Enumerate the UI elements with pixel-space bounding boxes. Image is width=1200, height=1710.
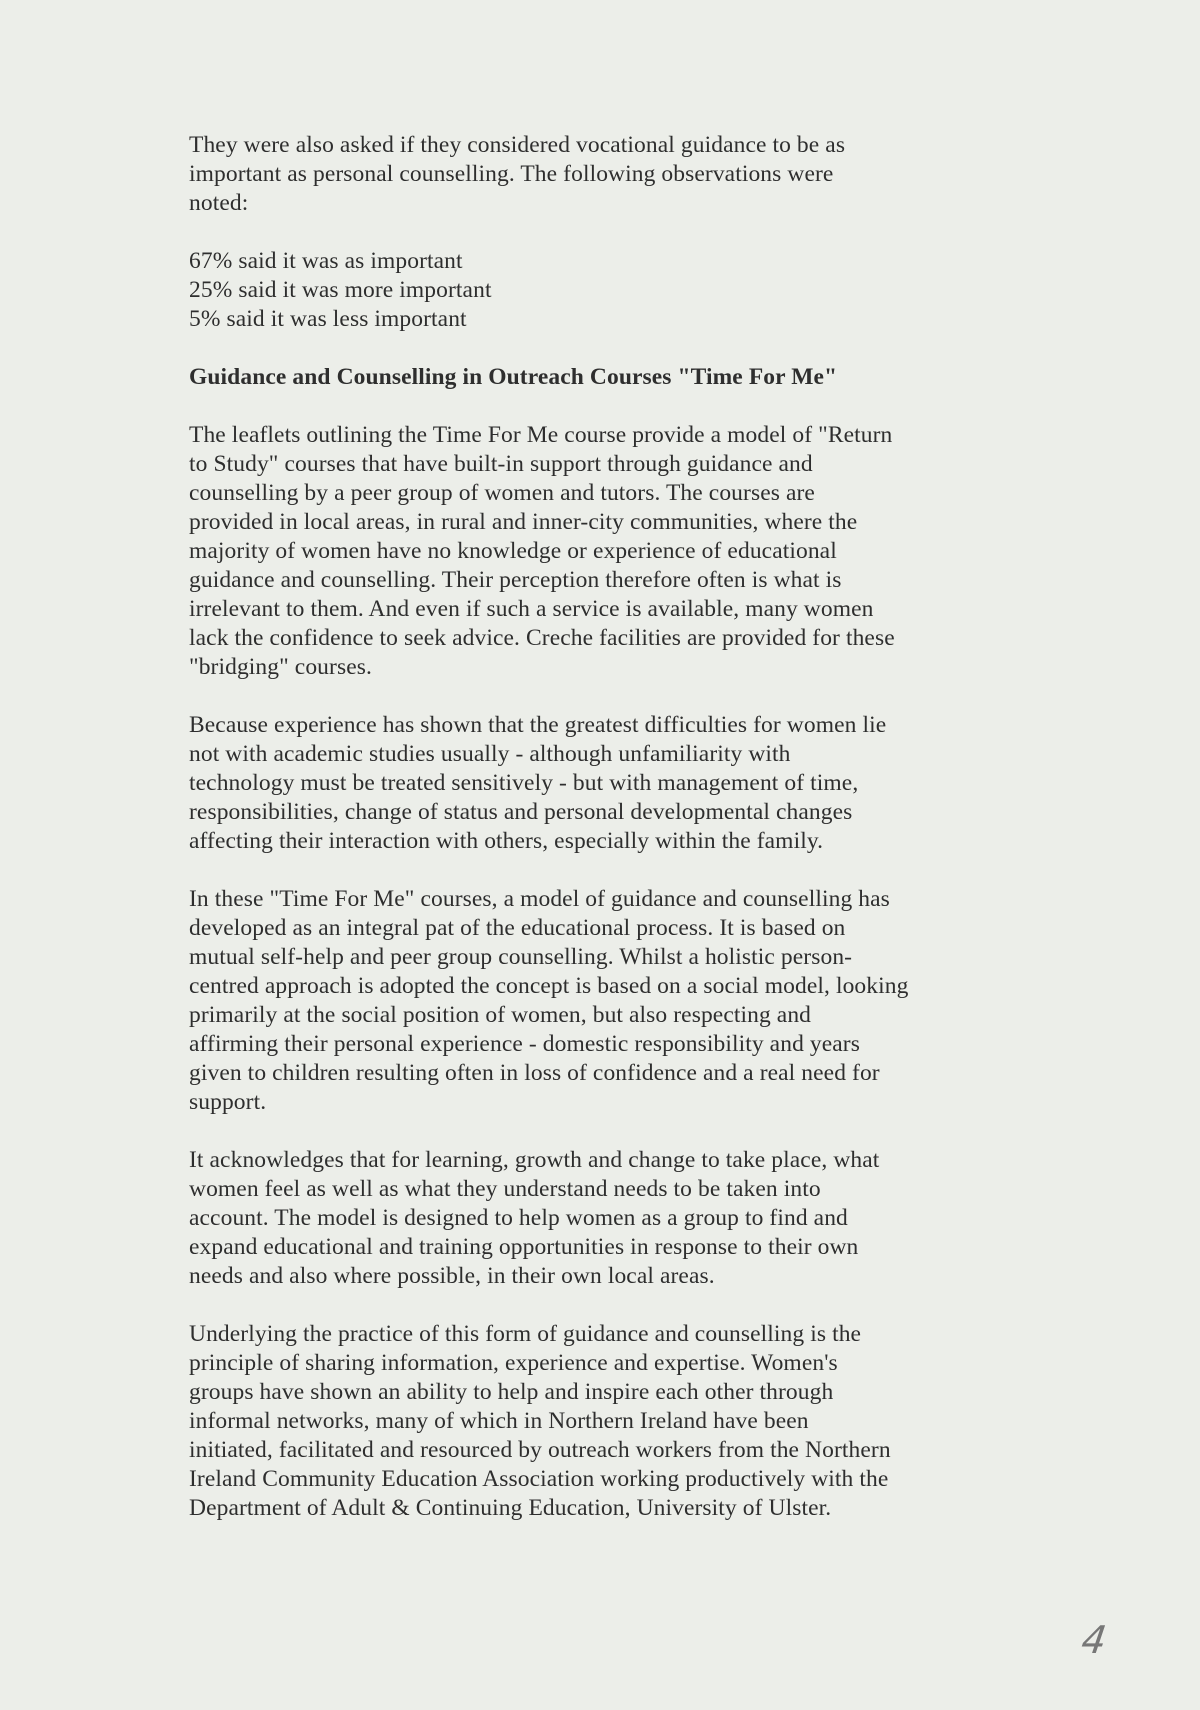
text-line: The leaflets outlining the Time For Me course provide a model of "Return — [189, 422, 893, 448]
text-line: account. The model is designed to help women as a group to find and — [189, 1205, 848, 1231]
text-line: affirming their personal experience - domestic responsibility and years — [189, 1031, 860, 1057]
text-line: irrelevant to them. And even if such a service is available, many women — [189, 596, 874, 622]
text-line: counselling by a peer group of women and tutors. The courses are — [189, 480, 815, 506]
text-line: noted: — [189, 190, 249, 216]
text-line: In these "Time For Me" courses, a model of guidance and counselling has — [189, 886, 890, 912]
text-line: majority of women have no knowledge or experience of educational — [189, 538, 837, 564]
text-line: lack the confidence to seek advice. Creche facilities are provided for these — [189, 625, 895, 651]
text-line: groups have shown an ability to help and inspire each other through — [189, 1379, 834, 1405]
document-body — [189, 131, 1069, 1552]
text-line: Guidance and Counselling in Outreach Courses "Time For Me" — [189, 364, 838, 390]
text-line: 67% said it was as important — [189, 248, 463, 274]
paragraph-leaflets — [189, 421, 1069, 682]
text-line: technology must be treated sensitively - but with management of time, — [189, 770, 859, 796]
text-line: affecting their interaction with others, especially within the family. — [189, 828, 824, 854]
text-line: to Study" courses that have built-in support through guidance and — [189, 451, 813, 477]
paragraph-difficulties — [189, 711, 1069, 856]
text-line: Underlying the practice of this form of guidance and counselling is the — [189, 1321, 862, 1347]
text-line: It acknowledges that for learning, growth and change to take place, what — [189, 1147, 880, 1173]
text-line: expand educational and training opportunities in response to their own — [189, 1234, 859, 1260]
text-line: women feel as well as what they understand needs to be taken into — [189, 1176, 821, 1202]
paragraph-survey-results — [189, 247, 1069, 334]
text-line: informal networks, many of which in Northern Ireland have been — [189, 1408, 809, 1434]
section-heading — [189, 363, 1069, 392]
paragraph-model — [189, 885, 1069, 1117]
text-line: 5% said it was less important — [189, 306, 467, 332]
text-line: responsibilities, change of status and personal developmental changes — [189, 799, 853, 825]
paragraph-sharing — [189, 1320, 1069, 1523]
text-line: centred approach is adopted the concept is based on a social model, looking — [189, 973, 909, 999]
text-line: not with academic studies usually - although unfamiliarity with — [189, 741, 791, 767]
text-line: "bridging" courses. — [189, 654, 372, 680]
paragraph-acknowledges — [189, 1146, 1069, 1291]
page-number: 4 — [1078, 1618, 1110, 1662]
text-line: important as personal counselling. The following observations were — [189, 161, 834, 187]
text-line: developed as an integral pat of the educational process. It is based on — [189, 915, 846, 941]
text-line: principle of sharing information, experience and expertise. Women's — [189, 1350, 838, 1376]
text-line: mutual self-help and peer group counselling. Whilst a holistic person- — [189, 944, 853, 970]
text-line: primarily at the social position of women, but also respecting and — [189, 1002, 812, 1028]
text-line: Because experience has shown that the greatest difficulties for women lie — [189, 712, 887, 738]
text-line: support. — [189, 1089, 267, 1115]
paragraph-survey-intro — [189, 131, 1069, 218]
text-line: 25% said it was more important — [189, 277, 492, 303]
text-line: guidance and counselling. Their perception therefore often is what is — [189, 567, 842, 593]
text-line: Ireland Community Education Association working productively with the — [189, 1466, 889, 1492]
text-line: Department of Adult & Continuing Education, University of Ulster. — [189, 1495, 832, 1521]
text-line: provided in local areas, in rural and inner-city communities, where the — [189, 509, 858, 535]
text-line: They were also asked if they considered vocational guidance to be as — [189, 132, 846, 158]
text-line: given to children resulting often in loss of confidence and a real need for — [189, 1060, 880, 1086]
text-line: needs and also where possible, in their own local areas. — [189, 1263, 715, 1289]
text-line: initiated, facilitated and resourced by outreach workers from the Northern — [189, 1437, 891, 1463]
